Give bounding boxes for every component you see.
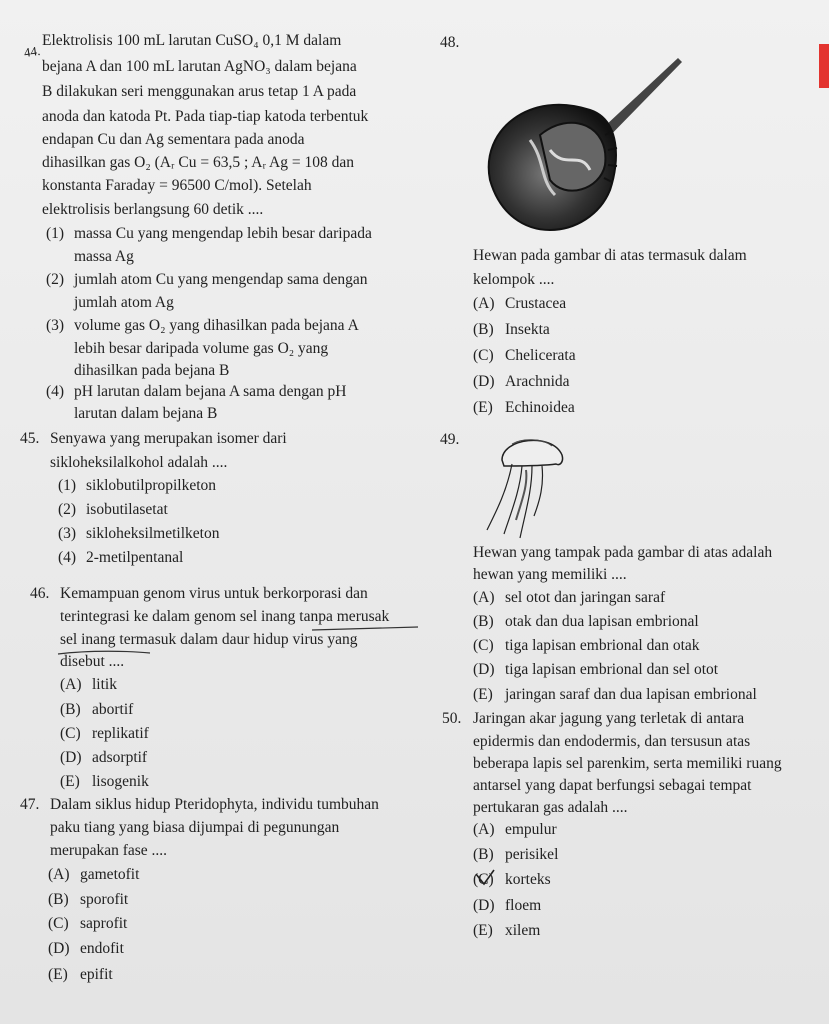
q47-stem-line-1: Dalam siklus hidup Pteridophyta, individu tumbuhan xyxy=(50,796,379,813)
option-label: (A) xyxy=(60,676,82,693)
q45-option-4: 2-metilpentanal xyxy=(86,549,184,566)
option-label: (A) xyxy=(48,866,70,883)
red-edge-tab xyxy=(819,44,829,88)
q45-option-3: sikloheksilmetilketon xyxy=(86,525,220,542)
q48-stem-line-2: kelompok .... xyxy=(473,271,555,288)
q44-option-2-line-1: jumlah atom Cu yang mengendap sama dengan xyxy=(74,271,368,288)
q44-option-1-line-2: massa Ag xyxy=(74,248,134,265)
option-label: (A) xyxy=(473,821,495,838)
q47-option-d: endofit xyxy=(80,940,124,957)
q44-option-4-line-1: pH larutan dalam bejana A sama dengan pH xyxy=(74,383,347,400)
q46-option-a: litik xyxy=(92,676,117,693)
q50-option-d: floem xyxy=(505,897,542,914)
jellyfish-illustration xyxy=(482,430,572,540)
question-number: 48. xyxy=(440,34,460,51)
q45-stem-line-2: sikloheksilalkohol adalah .... xyxy=(50,454,228,471)
option-label: (D) xyxy=(60,749,82,766)
q44-option-4-line-2: larutan dalam bejana B xyxy=(74,405,218,422)
option-label: (2) xyxy=(58,501,77,518)
q44-stem-line-8: elektrolisis berlangsung 60 detik .... xyxy=(42,201,264,218)
option-label: (2) xyxy=(46,271,65,288)
pen-check-mark xyxy=(470,866,500,892)
q44-option-3-line-3: dihasilkan pada bejana B xyxy=(74,362,230,379)
q49-stem-line-1: Hewan yang tampak pada gambar di atas adalah xyxy=(473,544,773,561)
q49-option-c: tiga lapisan embrional dan otak xyxy=(505,637,700,654)
q50-option-c: korteks xyxy=(505,871,551,888)
option-label: (D) xyxy=(473,661,495,678)
option-label: (D) xyxy=(48,940,70,957)
q44-stem-line-6: dihasilkan gas O₂ (Aᵣ Cu = 63,5 ; Aᵣ Ag = 108 dan xyxy=(42,154,354,171)
option-label: (C) xyxy=(60,725,81,742)
q46-option-d: adsorptif xyxy=(92,749,148,766)
q44-option-2-line-2: jumlah atom Ag xyxy=(74,294,174,311)
q46-option-e: lisogenik xyxy=(92,773,149,790)
option-label: (E) xyxy=(48,966,68,983)
option-label: (A) xyxy=(473,295,495,312)
q47-option-e: epifit xyxy=(80,966,113,983)
option-label: (B) xyxy=(473,321,494,338)
option-label: (B) xyxy=(60,701,81,718)
q44-stem-line-5: endapan Cu dan Ag sementara pada anoda xyxy=(42,131,305,148)
q48-stem-line-1: Hewan pada gambar di atas termasuk dalam xyxy=(473,247,747,264)
q45-option-1: siklobutilpropilketon xyxy=(86,477,217,494)
option-label: (C) xyxy=(473,347,494,364)
q46-stem-line-4: disebut .... xyxy=(60,653,125,670)
q50-stem-line-2: epidermis dan endodermis, dan tersusun atas xyxy=(473,733,751,750)
q50-option-e: xilem xyxy=(505,922,541,939)
q44-stem-line-2: bejana A dan 100 mL larutan AgNO₃ dalam bejana xyxy=(42,58,357,75)
q44-option-1-line-1: massa Cu yang mengendap lebih besar daripada xyxy=(74,225,372,242)
q49-option-b: otak dan dua lapisan embrional xyxy=(505,613,699,630)
option-label: (C) xyxy=(473,637,494,654)
q50-stem-line-1: Jaringan akar jagung yang terletak di antara xyxy=(473,710,745,727)
question-number: 44. xyxy=(22,42,42,61)
q50-stem-line-4: antarsel yang dapat berfungsi sebagai tempat xyxy=(473,777,752,794)
option-label: (E) xyxy=(473,922,493,939)
q44-stem-line-4: anoda dan katoda Pt. Pada tiap-tiap katoda terbentuk xyxy=(42,108,369,125)
q47-stem-line-3: merupakan fase .... xyxy=(50,842,168,859)
q49-stem-line-2: hewan yang memiliki .... xyxy=(473,566,627,583)
q48-option-d: Arachnida xyxy=(505,373,570,390)
option-label: (A) xyxy=(473,589,495,606)
q47-option-b: sporofit xyxy=(80,891,129,908)
question-number: 50. xyxy=(442,710,462,727)
option-label: (C) xyxy=(48,915,69,932)
q46-option-b: abortif xyxy=(92,701,134,718)
q49-option-a: sel otot dan jaringan saraf xyxy=(505,589,666,606)
q44-stem-line-7: konstanta Faraday = 96500 C/mol). Setelah xyxy=(42,177,312,194)
q49-option-e: jaringan saraf dan dua lapisan embrional xyxy=(505,686,757,703)
question-number: 49. xyxy=(440,431,460,448)
option-label: (E) xyxy=(473,686,493,703)
option-label: (3) xyxy=(46,317,65,334)
q48-option-a: Crustacea xyxy=(505,295,567,312)
q46-stem-line-2: terintegrasi ke dalam genom sel inang tanpa merusak xyxy=(60,608,390,625)
option-label: (1) xyxy=(58,477,77,494)
q50-stem-line-3: beberapa lapis sel parenkim, serta memiliki ruang xyxy=(473,755,782,772)
q50-stem-line-5: pertukaran gas adalah .... xyxy=(473,799,628,816)
q50-option-b: perisikel xyxy=(505,846,559,863)
q44-option-3-line-2: lebih besar daripada volume gas O₂ yang xyxy=(74,340,329,357)
option-label: (1) xyxy=(46,225,65,242)
q50-option-a: empulur xyxy=(505,821,557,838)
option-label: (E) xyxy=(473,399,493,416)
q44-stem-line-1: Elektrolisis 100 mL larutan CuSO₄ 0,1 M dalam xyxy=(42,32,342,49)
question-number: 46. xyxy=(30,585,50,602)
q45-stem-line-1: Senyawa yang merupakan isomer dari xyxy=(50,430,287,447)
option-label: (D) xyxy=(473,373,495,390)
option-label: (B) xyxy=(473,613,494,630)
q46-stem-line-3: sel inang termasuk dalam daur hidup virus yang xyxy=(60,631,358,648)
q49-option-d: tiga lapisan embrional dan sel otot xyxy=(505,661,719,678)
option-label: (4) xyxy=(46,383,65,400)
q48-option-b: Insekta xyxy=(505,321,550,338)
q45-option-2: isobutilasetat xyxy=(86,501,168,518)
option-label: (4) xyxy=(58,549,77,566)
option-label: (E) xyxy=(60,773,80,790)
question-number: 47. xyxy=(20,796,40,813)
q44-option-3-line-1: volume gas O₂ yang dihasilkan pada bejana A xyxy=(74,317,359,334)
q46-option-c: replikatif xyxy=(92,725,149,742)
q46-stem-line-1: Kemampuan genom virus untuk berkorporasi dan xyxy=(60,585,368,602)
option-label: (B) xyxy=(473,846,494,863)
question-number: 45. xyxy=(20,430,40,447)
option-label: (B) xyxy=(48,891,69,908)
option-label: (D) xyxy=(473,897,495,914)
q47-stem-line-2: paku tiang yang biasa dijumpai di pegunungan xyxy=(50,819,340,836)
q47-option-a: gametofit xyxy=(80,866,140,883)
q48-option-e: Echinoidea xyxy=(505,399,575,416)
option-label: (C) xyxy=(473,871,494,888)
option-label: (3) xyxy=(58,525,77,542)
q44-stem-line-3: B dilakukan seri menggunakan arus tetap 1 A pada xyxy=(42,83,357,100)
q47-option-c: saprofit xyxy=(80,915,128,932)
q48-option-c: Chelicerata xyxy=(505,347,576,364)
horseshoe-crab-illustration xyxy=(470,50,690,250)
